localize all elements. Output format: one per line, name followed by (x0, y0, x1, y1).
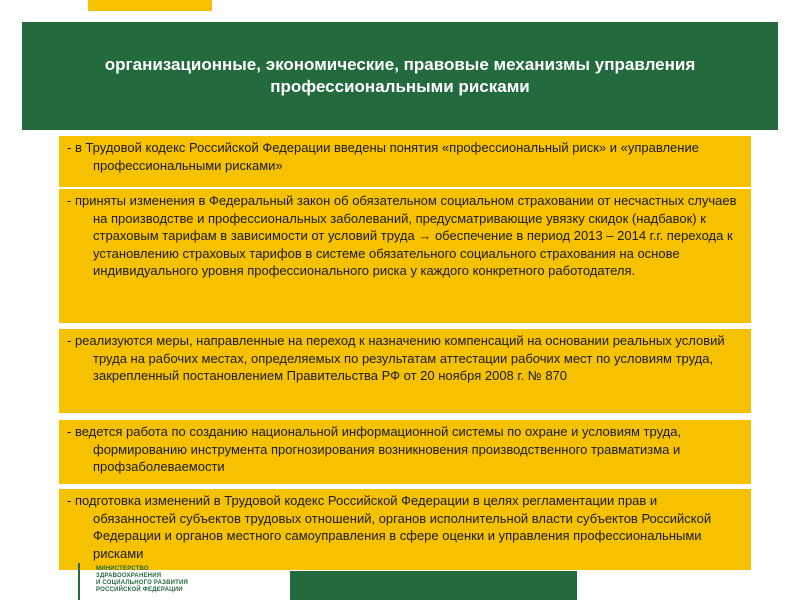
logo-line-4: РОССИЙСКОЙ ФЕДЕРАЦИИ (96, 587, 183, 593)
item-text-5: - подготовка изменений в Трудовой кодекс Российской Федерации в целях регламентации прав и обязанностей субъектов трудовых отношений, органов исполнительной власти субъектов Российской Федерации и органов местного самоуправления в сфере оценки и управления профессиональными рисками (67, 493, 712, 561)
item-box-3 (59, 329, 751, 413)
footer-bar (290, 571, 577, 600)
item-box-1 (59, 136, 751, 187)
item-text-3: - реализуются меры, направленные на переход к назначению компенсаций на основании реальных условий труда на рабочих местах, определяемых по результатам аттестации рабочих мест по условиям труда, закрепленный постановлением Правительства РФ от 20 ноября 2008 г. № 870 (67, 333, 725, 383)
item-text-1: - в Трудовой кодекс Российской Федерации введены понятия «профессиональный риск» и «управление профессиональными рисками» (67, 140, 699, 173)
logo-line-2: ЗДРАВООХРАНЕНИЯ (96, 573, 162, 579)
logo-line-3: И СОЦИАЛЬНОГО РАЗВИТИЯ (96, 580, 189, 586)
item-text-4: - ведется работа по созданию национальной информационной системы по охране и условиям труда, формированию инструмента прогнозирования возникновения производственного травматизма и профзаболеваемости (67, 424, 682, 474)
slide-title: организационные, экономические, правовые механизмы управления профессиональными рисками (104, 55, 696, 96)
slide-header (22, 22, 778, 130)
item-box-2 (59, 189, 751, 323)
ministry-logo (78, 563, 278, 600)
top-accent-tab (88, 0, 212, 11)
logo-text (96, 566, 188, 594)
logo-divider (78, 563, 80, 600)
item-box-5 (59, 489, 751, 570)
item-box-4 (59, 420, 751, 484)
logo-line-1: МИНИСТЕРСТВО (96, 566, 149, 572)
item-text-2: - приняты изменения в Федеральный закон об обязательном социальном страховании от несчастных случаев на производстве и профессиональных заболеваний, предусматривающие увязку скидок (надбавок) к страховым тарифам в зависимости от условий труда → обеспечение в период 2013 – 2014 г.г. перехода к установлению страховых тарифов в системе обязательного социального страхования на основе индивидуального уровня профессионального риска у каждого конкретного работодателя. (67, 193, 737, 278)
